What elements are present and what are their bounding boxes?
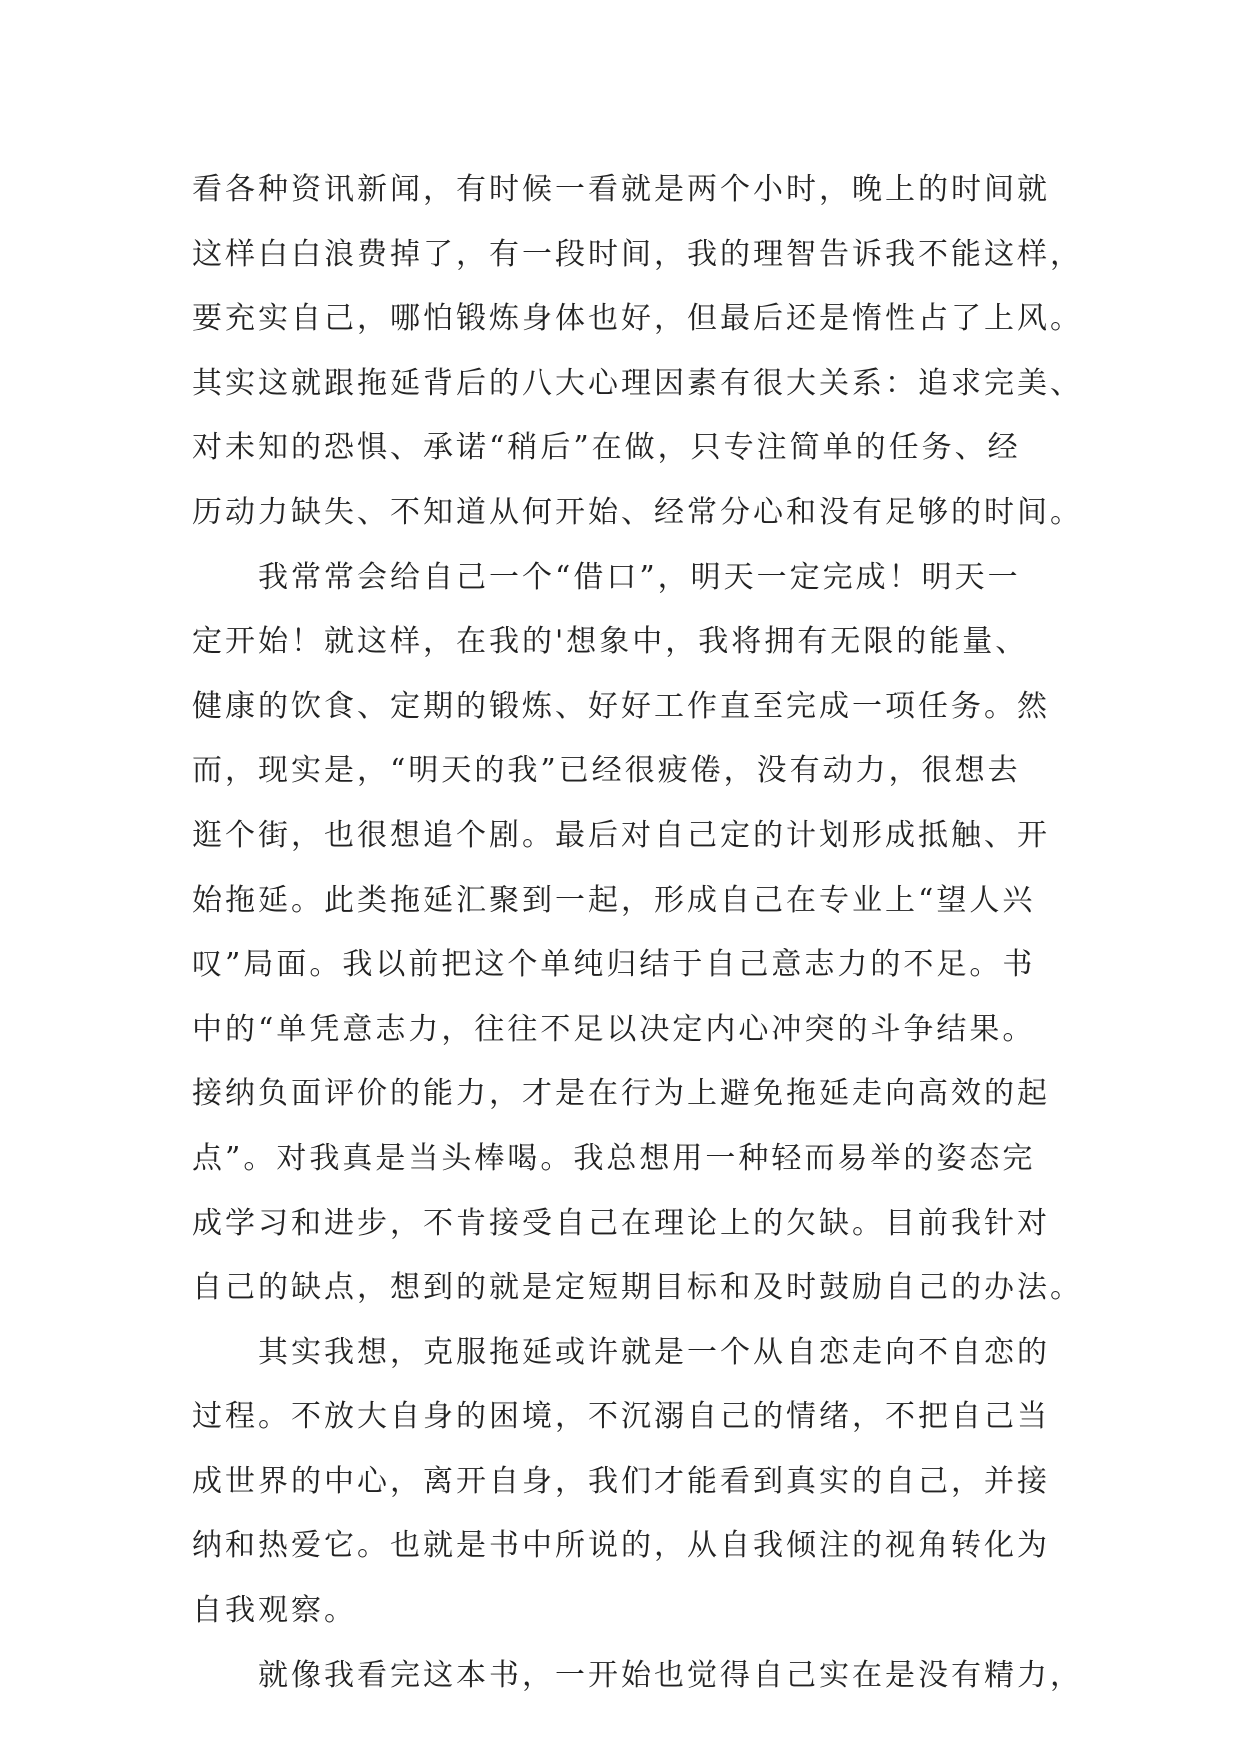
text-line: 对未知的恐惧、承诺“稍后”在做，只专注简单的任务、经 xyxy=(192,430,1021,466)
text-line: 要充实自己，哪怕锻炼身体也好，但最后还是惰性占了上风。 xyxy=(192,301,1083,337)
text-line: 自我观察。 xyxy=(192,1593,357,1629)
text-line: 看各种资讯新闻，有时候一看就是两个小时，晚上的时间就 xyxy=(192,172,1050,207)
text-line: 历动力缺失、不知道从何开始、经常分心和没有足够的时间。 xyxy=(192,494,1083,530)
text-line: 健康的饮食、定期的锻炼、好好工作直至完成一项任务。然 xyxy=(192,688,1050,724)
text-line: 叹”局面。我以前把这个单纯归结于自己意志力的不足。书 xyxy=(192,947,1036,983)
text-line: 定开始！就这样，在我的'想象中，我将拥有无限的能量、 xyxy=(192,624,1029,660)
text-line: 始拖延。此类拖延汇聚到一起，形成自己在专业上“望人兴 xyxy=(192,882,1036,918)
text-line: 成世界的中心，离开自身，我们才能看到真实的自己，并接 xyxy=(192,1463,1050,1499)
text-line: 我常常会给自己一个“借口”，明天一定完成！明天一 xyxy=(258,559,1021,595)
text-line: 接纳负面评价的能力，才是在行为上避免拖延走向高效的起 xyxy=(192,1076,1050,1112)
text-line: 就像我看完这本书，一开始也觉得自己实在是没有精力， xyxy=(258,1657,1083,1693)
text-line: 成学习和进步，不肯接受自己在理论上的欠缺。目前我针对 xyxy=(192,1205,1050,1241)
text-line: 自己的缺点，想到的就是定短期目标和及时鼓励自己的办法。 xyxy=(192,1270,1083,1306)
text-line: 这样白白浪费掉了，有一段时间，我的理智告诉我不能这样， xyxy=(192,236,1083,272)
text-line: 其实这就跟拖延背后的八大心理因素有很大关系：追求完美、 xyxy=(192,365,1083,401)
text-line: 点”。对我真是当头棒喝。我总想用一种轻而易举的姿态完 xyxy=(192,1140,1036,1176)
text-line: 过程。不放大自身的困境，不沉溺自己的情绪，不把自己当 xyxy=(192,1399,1050,1435)
text-line: 逛个街，也很想追个剧。最后对自己定的计划形成抵触、开 xyxy=(192,817,1050,853)
body-text xyxy=(192,158,1083,1708)
text-line: 纳和热爱它。也就是书中所说的，从自我倾注的视角转化为 xyxy=(192,1528,1050,1564)
text-line: 而，现实是，“明天的我”已经很疲倦，没有动力，很想去 xyxy=(192,753,1021,789)
text-line: 其实我想，克服拖延或许就是一个从自恋走向不自恋的 xyxy=(258,1334,1050,1370)
text-line: 中的“单凭意志力，往往不足以决定内心冲突的斗争结果。 xyxy=(192,1011,1036,1047)
